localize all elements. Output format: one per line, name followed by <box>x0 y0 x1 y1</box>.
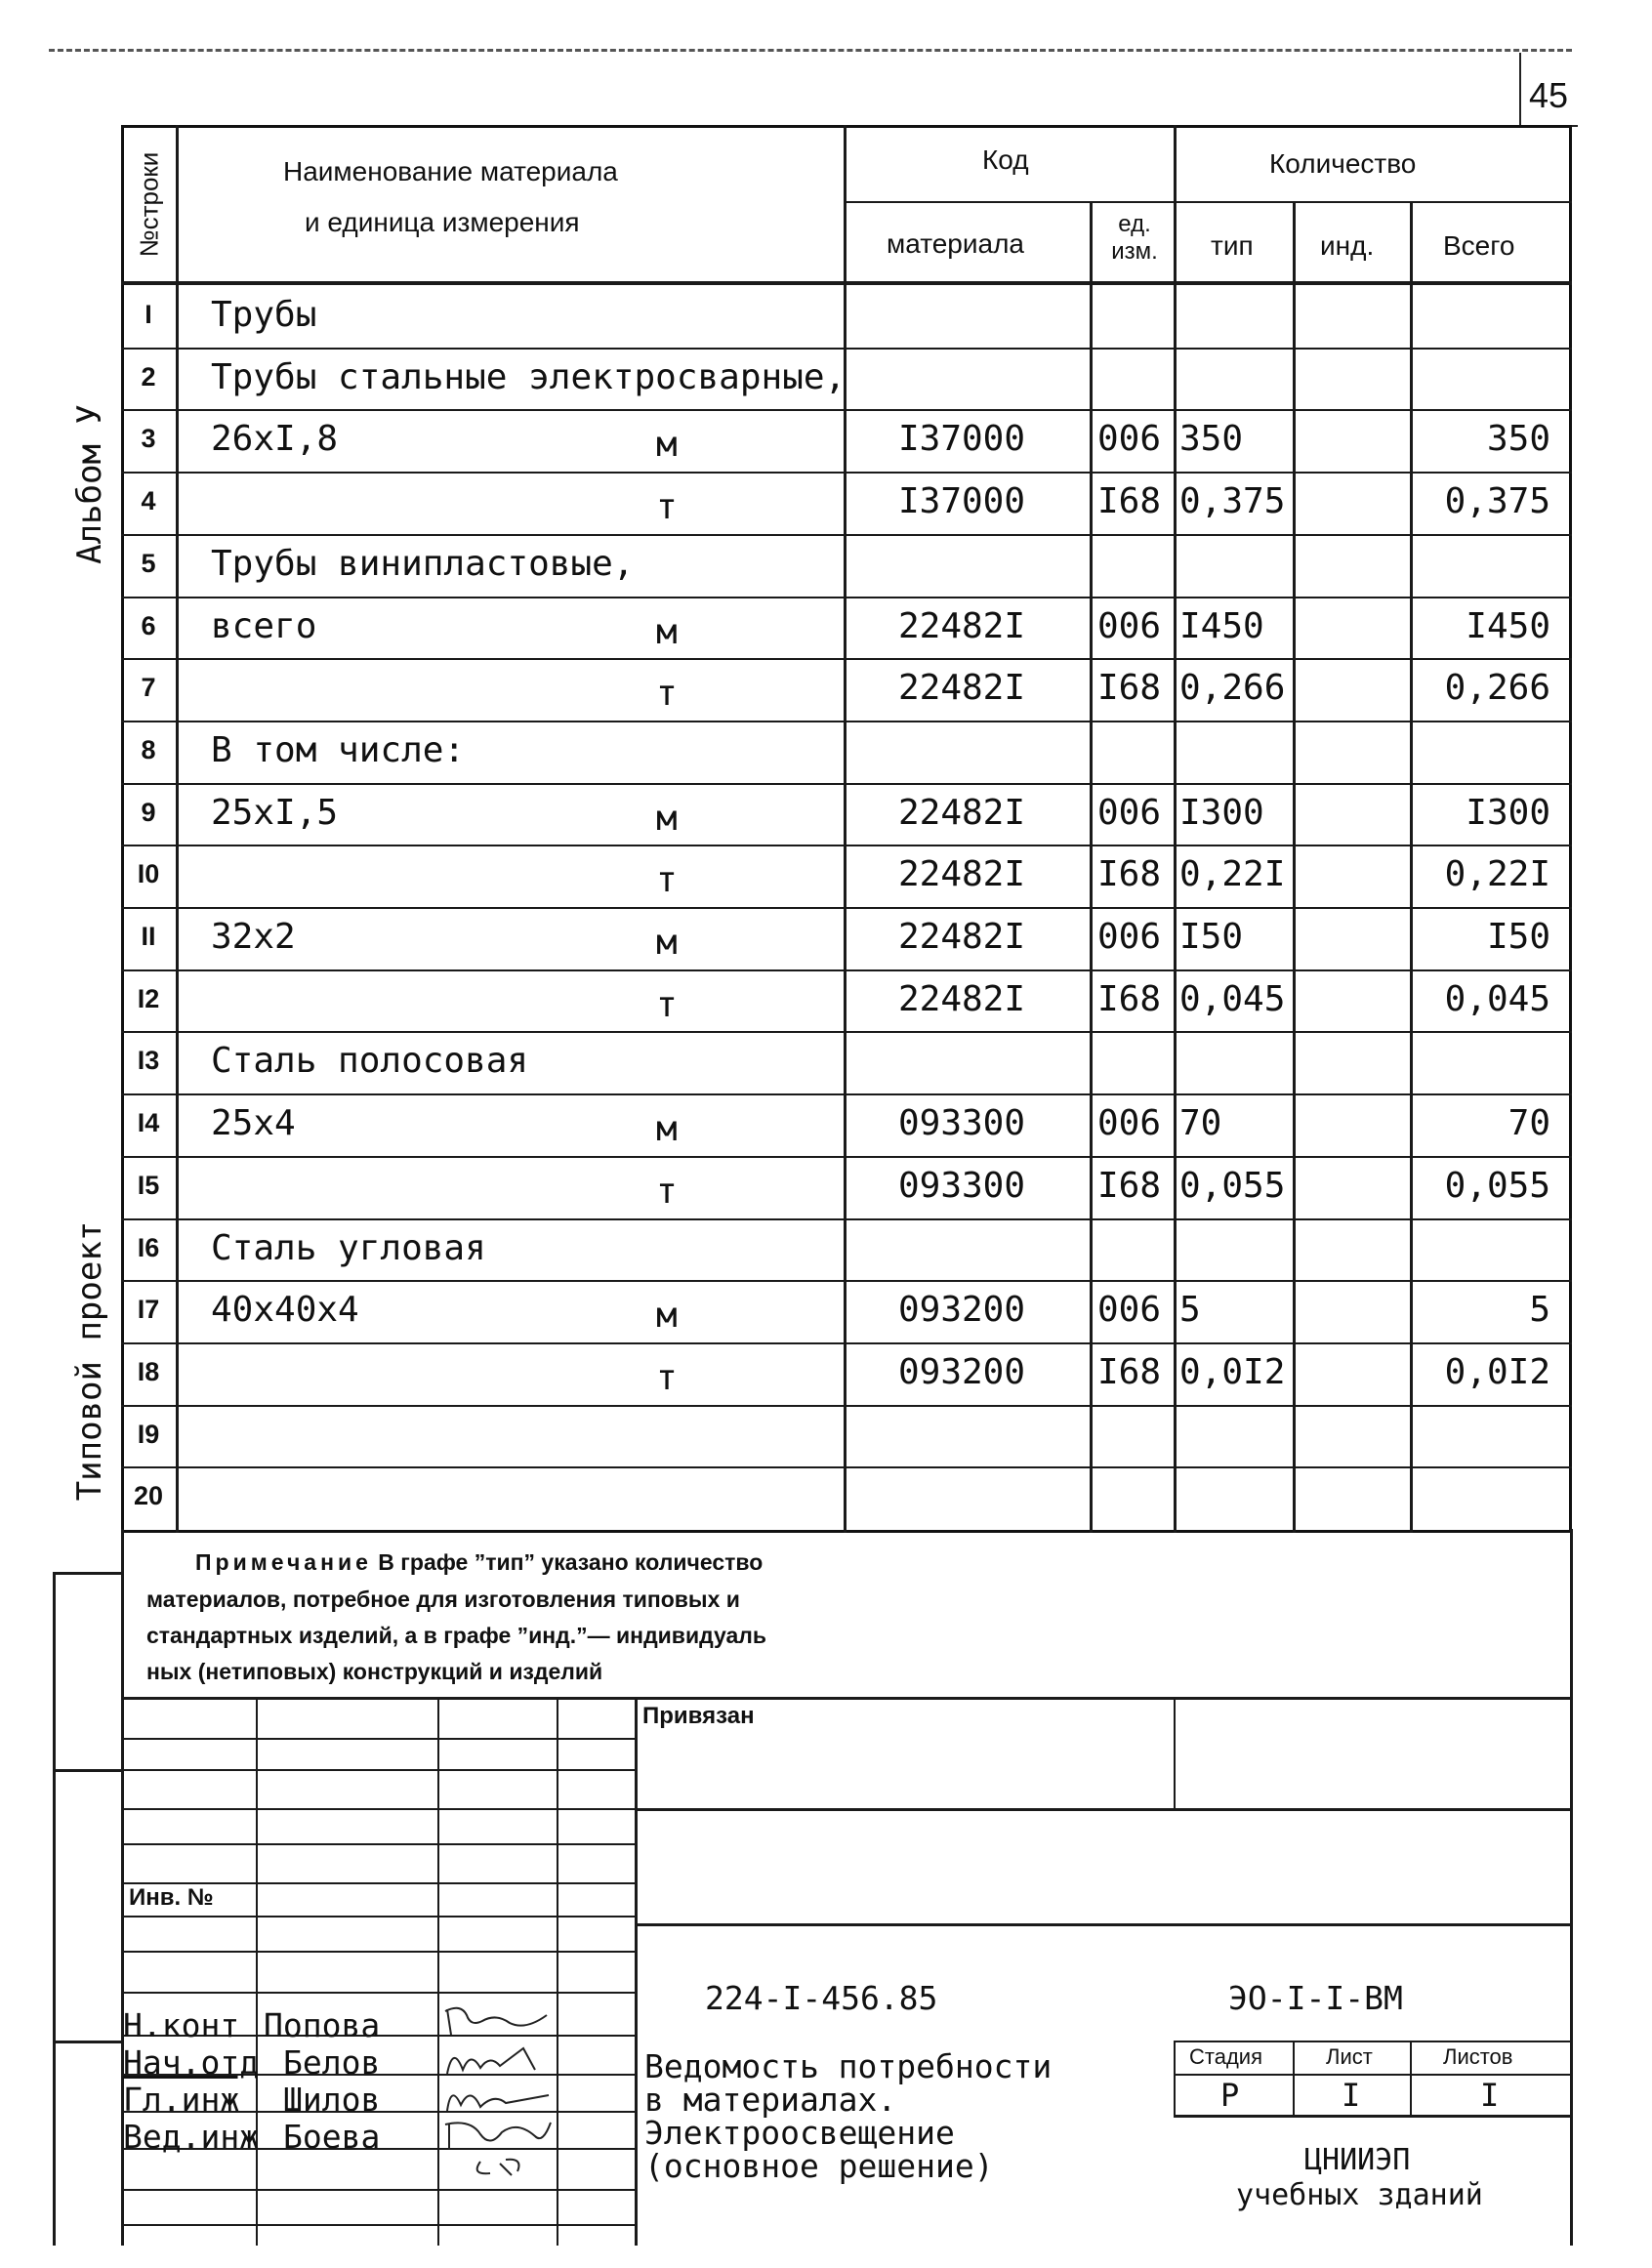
grid-line <box>121 1738 635 1740</box>
note-line-3: стандартных изделий, а в графе ”инд.”— индивидуаль <box>146 1623 766 1648</box>
row-number: I2 <box>137 983 160 1013</box>
grid-line <box>121 534 1572 536</box>
unit-name: м <box>656 1296 678 1337</box>
staff-name-1: Попова <box>264 2006 381 2044</box>
header-qty-ind: инд. <box>1320 230 1375 261</box>
qty-type: 0,22I <box>1179 854 1286 895</box>
qty-total: 350 <box>1486 419 1550 460</box>
row-number: 8 <box>141 734 156 764</box>
material-code: 093300 <box>897 1165 1026 1206</box>
material-name: 40x40x4 <box>211 1290 359 1331</box>
row-number: I7 <box>137 1295 160 1325</box>
album-label: Альбом У <box>70 404 109 564</box>
grid-line <box>121 348 1572 350</box>
qty-total: 0,0I2 <box>1444 1351 1550 1392</box>
signature-1 <box>441 2001 555 2041</box>
grid-line <box>121 1031 1572 1033</box>
signature-2 <box>441 2041 555 2080</box>
grid-line <box>121 1342 1572 1344</box>
unit-code: I68 <box>1097 668 1162 709</box>
material-code: 22482I <box>897 792 1026 833</box>
header-code: Код <box>982 144 1029 175</box>
grid-line <box>121 721 1572 722</box>
material-name: 25x4 <box>211 1103 296 1144</box>
unit-code: 006 <box>1097 792 1162 833</box>
note-line-2: материалов, потребное для изготовления типовых и <box>146 1587 740 1612</box>
staff-name-2: Белов <box>283 2043 381 2082</box>
qty-total: I450 <box>1466 605 1550 646</box>
unit-code: I68 <box>1097 1165 1162 1206</box>
material-code: 22482I <box>897 917 1026 957</box>
qty-total: 0,055 <box>1444 1165 1550 1206</box>
stage-label: Стадия <box>1189 2044 1262 2069</box>
unit-code: I68 <box>1097 481 1162 522</box>
material-code: 22482I <box>897 605 1026 646</box>
qty-total: 5 <box>1529 1290 1550 1331</box>
material-name: Трубы <box>211 295 317 335</box>
stage-value: Р <box>1220 2077 1240 2114</box>
row-number: 2 <box>141 361 156 392</box>
doc-title-line3: Электроосвещение <box>644 2114 955 2152</box>
signature-4 <box>441 2115 555 2183</box>
material-name: Сталь полосовая <box>211 1041 529 1082</box>
material-name: Сталь угловая <box>211 1227 486 1268</box>
material-code: I37000 <box>897 419 1026 460</box>
qty-type: 0,266 <box>1179 668 1286 709</box>
grid-line <box>1293 2041 1295 2117</box>
unit-name: т <box>656 1171 678 1212</box>
unit-code: I68 <box>1097 854 1162 895</box>
note-lead: Примечание <box>195 1549 372 1575</box>
material-name: 25xI,5 <box>211 792 339 833</box>
material-name: В том числе: <box>211 729 466 770</box>
row-number: I <box>145 300 152 329</box>
grid-line <box>121 1697 124 2246</box>
row-number: I8 <box>137 1356 160 1386</box>
header-name-line1: Наименование материала <box>283 156 618 186</box>
unit-name: т <box>656 984 678 1025</box>
grid-line <box>1174 2115 1572 2118</box>
qty-type: 0,0I2 <box>1179 1351 1286 1392</box>
inv-no-label: Инв. № <box>129 1884 214 1911</box>
header-row-number: №строки <box>134 151 164 258</box>
row-number: I3 <box>137 1046 160 1076</box>
unit-name: м <box>656 425 678 466</box>
note-line-1 <box>195 1545 763 1580</box>
grid-line <box>121 1769 635 1771</box>
material-code: 093300 <box>897 1103 1026 1144</box>
grid-line <box>121 2189 635 2191</box>
grid-line <box>121 1992 635 1994</box>
row-number: 7 <box>141 673 156 703</box>
grid-line <box>1410 2041 1412 2117</box>
sheets-label: Листов <box>1443 2044 1513 2069</box>
sheets-value: I <box>1480 2077 1500 2114</box>
header-quantity: Количество <box>1269 148 1417 179</box>
privyazan-label: Привязан <box>642 1703 755 1729</box>
qty-type: I300 <box>1179 792 1264 833</box>
row-number: 4 <box>141 486 156 516</box>
page-number: 45 <box>1529 75 1569 115</box>
row-number: 9 <box>141 797 156 827</box>
doc-title-line1: Ведомость потребности <box>644 2047 1053 2085</box>
project-label: Типовой проект <box>70 1220 109 1502</box>
binding-line <box>53 2041 123 2043</box>
staff-role-1: Н.конт <box>123 2006 240 2044</box>
unit-name: т <box>656 860 678 901</box>
grid-line <box>1174 2074 1572 2076</box>
grid-line <box>121 969 1572 971</box>
grid-line <box>635 1808 1572 1811</box>
material-code: 22482I <box>897 978 1026 1019</box>
qty-total: 0,266 <box>1444 668 1550 709</box>
grid-line <box>121 1951 635 1953</box>
doc-title-line4: (основное решение) <box>644 2147 994 2185</box>
row-number: 6 <box>141 610 156 640</box>
qty-total: I300 <box>1466 792 1550 833</box>
row-number: 20 <box>133 1481 164 1511</box>
header-name-line2: и единица измерения <box>305 207 580 237</box>
grid-line <box>844 201 1572 203</box>
row-number: 3 <box>141 424 156 454</box>
grid-line <box>121 1843 635 1845</box>
row-number: I4 <box>137 1108 160 1138</box>
grid-line <box>121 1218 1572 1220</box>
material-code: 22482I <box>897 854 1026 895</box>
material-name: Трубы стальные электросварные, <box>211 356 847 397</box>
grid-line <box>1090 201 1093 1533</box>
grid-line <box>121 907 1572 909</box>
staff-role-4: Вед.инж <box>123 2118 260 2156</box>
unit-name: м <box>656 1109 678 1150</box>
grid-line <box>121 409 1572 411</box>
grid-line <box>1570 1529 1573 1699</box>
grid-line <box>1570 1697 1573 2246</box>
unit-code: 006 <box>1097 1290 1162 1331</box>
grid-line <box>1174 2041 1176 2117</box>
qty-type: 0,375 <box>1179 481 1286 522</box>
grid-line <box>121 1093 1572 1095</box>
material-name: 32x2 <box>211 917 296 957</box>
material-code: 22482I <box>897 668 1026 709</box>
grid-line <box>844 125 847 1533</box>
grid-line <box>121 1529 124 1699</box>
project-code: 224-I-456.85 <box>705 1979 938 2017</box>
material-code: I37000 <box>897 481 1026 522</box>
header-qty-total: Всего <box>1443 230 1515 261</box>
qty-type: I50 <box>1179 917 1244 957</box>
grid-line <box>635 1923 1572 1926</box>
row-number: 5 <box>141 548 156 578</box>
qty-total: 0,375 <box>1444 481 1550 522</box>
grid-line <box>121 472 1572 474</box>
grid-line <box>121 1280 1572 1282</box>
qty-total: I50 <box>1486 917 1550 957</box>
org-line1: ЦНИИЭП <box>1304 2143 1411 2177</box>
unit-name: м <box>656 611 678 652</box>
grid-line <box>1174 2041 1572 2042</box>
top-trim-line <box>49 49 1572 52</box>
grid-line <box>121 1405 1572 1407</box>
staff-role-3: Гл.инж <box>123 2081 240 2119</box>
qty-type: I450 <box>1179 605 1264 646</box>
grid-line <box>121 1466 1572 1468</box>
sheet-code: ЭО-I-I-ВМ <box>1228 1979 1403 2017</box>
grid-line <box>121 1916 635 1917</box>
grid-line <box>121 658 1572 660</box>
qty-type: 0,055 <box>1179 1165 1286 1206</box>
grid-line <box>121 845 1572 846</box>
grid-line <box>1174 1697 1176 1810</box>
sheet-value: I <box>1342 2077 1361 2114</box>
org-line2: учебных зданий <box>1236 2178 1483 2212</box>
material-code: 093200 <box>897 1351 1026 1392</box>
qty-type: 5 <box>1179 1290 1201 1331</box>
qty-type: 0,045 <box>1179 978 1286 1019</box>
grid-line <box>121 1808 635 1810</box>
qty-type: 70 <box>1179 1103 1222 1144</box>
grid-line <box>121 281 1572 285</box>
grid-line <box>437 1697 439 2246</box>
row-number: I5 <box>137 1170 160 1200</box>
header-qty-type: тип <box>1211 230 1254 261</box>
binding-line <box>53 1769 123 1772</box>
material-code: 093200 <box>897 1290 1026 1331</box>
grid-line <box>557 1697 558 2246</box>
row-number: I9 <box>137 1419 160 1449</box>
material-name: всего <box>211 605 317 646</box>
unit-code: I68 <box>1097 1351 1162 1392</box>
doc-title-line2: в материалах. <box>644 2081 897 2119</box>
grid-line <box>1293 201 1296 1533</box>
note-line-4: ных (нетиповых) конструкций и изделий <box>146 1659 603 1684</box>
qty-type: 350 <box>1179 419 1244 460</box>
grid-line <box>635 1697 638 2246</box>
grid-line <box>1174 125 1177 1533</box>
unit-code: I68 <box>1097 978 1162 1019</box>
staff-name-4: Боева <box>283 2118 381 2156</box>
sheet-label: Лист <box>1326 2044 1373 2069</box>
staff-role-2: Нач.отд <box>123 2043 260 2082</box>
binding-line <box>53 1572 56 2246</box>
grid-line <box>121 783 1572 785</box>
unit-name: т <box>656 674 678 715</box>
row-number: I0 <box>137 859 160 889</box>
material-name: Трубы винипластовые, <box>211 543 635 584</box>
qty-total: 70 <box>1507 1103 1550 1144</box>
qty-total: 0,045 <box>1444 978 1550 1019</box>
grid-line <box>121 1156 1572 1158</box>
unit-code: 006 <box>1097 419 1162 460</box>
unit-code: 006 <box>1097 605 1162 646</box>
header-code-unit: ед. изм. <box>1111 211 1158 265</box>
unit-name: т <box>656 487 678 528</box>
grid-line <box>121 597 1572 598</box>
qty-total: 0,22I <box>1444 854 1550 895</box>
material-name: 26xI,8 <box>211 419 339 460</box>
row-number: II <box>141 922 156 951</box>
grid-line <box>121 2224 635 2226</box>
unit-code: 006 <box>1097 1103 1162 1144</box>
staff-name-3: Шилов <box>283 2081 381 2119</box>
grid-line <box>256 1697 258 2246</box>
unit-name: м <box>656 798 678 839</box>
grid-line <box>1410 201 1413 1533</box>
grid-line <box>121 1697 1572 1700</box>
unit-name: м <box>656 923 678 963</box>
binding-line <box>53 1572 123 1575</box>
header-code-material: материала <box>887 228 1024 259</box>
grid-line <box>176 125 179 1533</box>
unit-code: 006 <box>1097 917 1162 957</box>
row-number: I6 <box>137 1232 160 1262</box>
unit-name: т <box>656 1357 678 1398</box>
signature-3 <box>441 2078 555 2117</box>
note-text: В графе ”тип” указано количество <box>371 1549 764 1575</box>
